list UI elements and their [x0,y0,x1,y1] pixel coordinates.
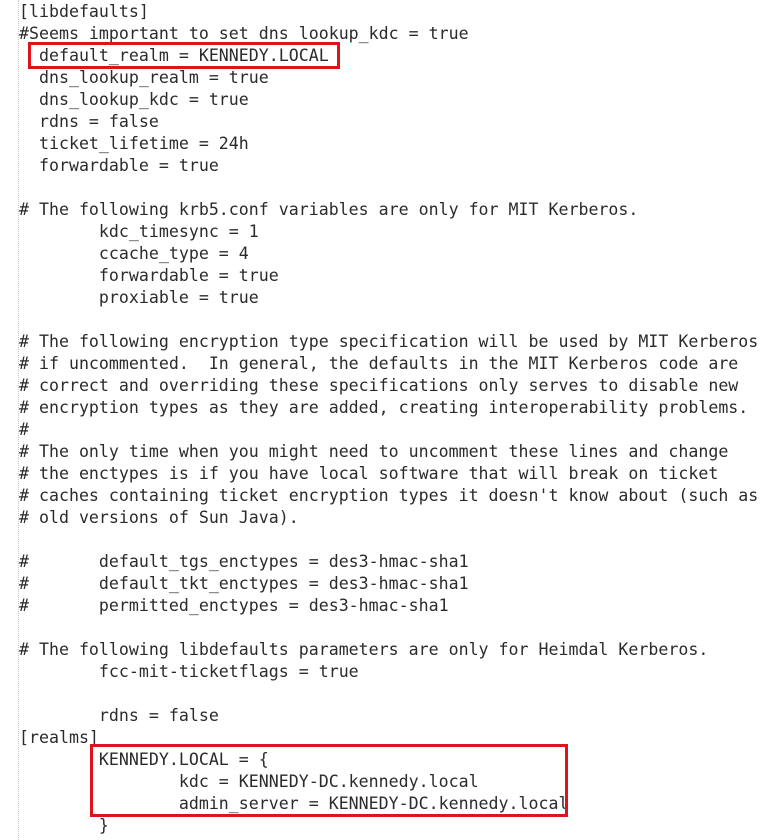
code-line [19,309,783,331]
code-line: rdns = false [19,112,159,131]
code-line: forwardable = true [19,156,219,175]
code-line: # old versions of Sun Java). [19,508,299,527]
code-line [19,529,783,551]
code-line: # The only time when you might need to uncomment these lines and change [19,442,729,461]
code-lines [19,1,783,837]
code-line: # default_tkt_enctypes = des3-hmac-sha1 [19,574,469,593]
code-line: proxiable = true [19,288,259,307]
code-line: # The following encryption type specification will be used by MIT Kerberos [19,332,759,351]
code-line: dns_lookup_realm = true [19,68,269,87]
code-line: kdc = KENNEDY-DC.kennedy.local [19,772,479,791]
code-line: #Seems important to set dns_lookup_kdc = true [19,24,469,43]
code-line [19,617,783,639]
code-line: # correct and overriding these specifications only serves to disable new [19,376,739,395]
code-line: admin_server = KENNEDY-DC.kennedy.local [19,794,569,813]
code-line: # default_tgs_enctypes = des3-hmac-sha1 [19,552,469,571]
code-line: } [19,816,109,835]
code-line: [realms] [19,728,99,747]
code-line: fcc-mit-ticketflags = true [19,662,359,681]
code-line: rdns = false [19,706,219,725]
code-line: # The following krb5.conf variables are only for MIT Kerberos. [19,200,639,219]
code-line: # if uncommented. In general, the defaults in the MIT Kerberos code are [19,354,739,373]
code-line: [libdefaults] [19,2,149,21]
code-line [19,683,783,705]
code-line: kdc_timesync = 1 [19,222,259,241]
code-line: ticket_lifetime = 24h [19,134,249,153]
code-line: forwardable = true [19,266,279,285]
code-line: # permitted_enctypes = des3-hmac-sha1 [19,596,449,615]
code-line: default_realm = KENNEDY.LOCAL [19,46,329,65]
code-line: dns_lookup_kdc = true [19,90,249,109]
code-line: KENNEDY.LOCAL = { [19,750,269,769]
code-line: # the enctypes is if you have local software that will break on ticket [19,464,719,483]
code-line: # encryption types as they are added, creating interoperability problems. [19,398,749,417]
code-line [19,177,783,199]
code-line: # [19,420,29,439]
code-line: ccache_type = 4 [19,244,249,263]
code-line: # caches containing ticket encryption types it doesn't know about (such as [19,486,759,505]
code-line: # The following libdefaults parameters are only for Heimdal Kerberos. [19,640,709,659]
